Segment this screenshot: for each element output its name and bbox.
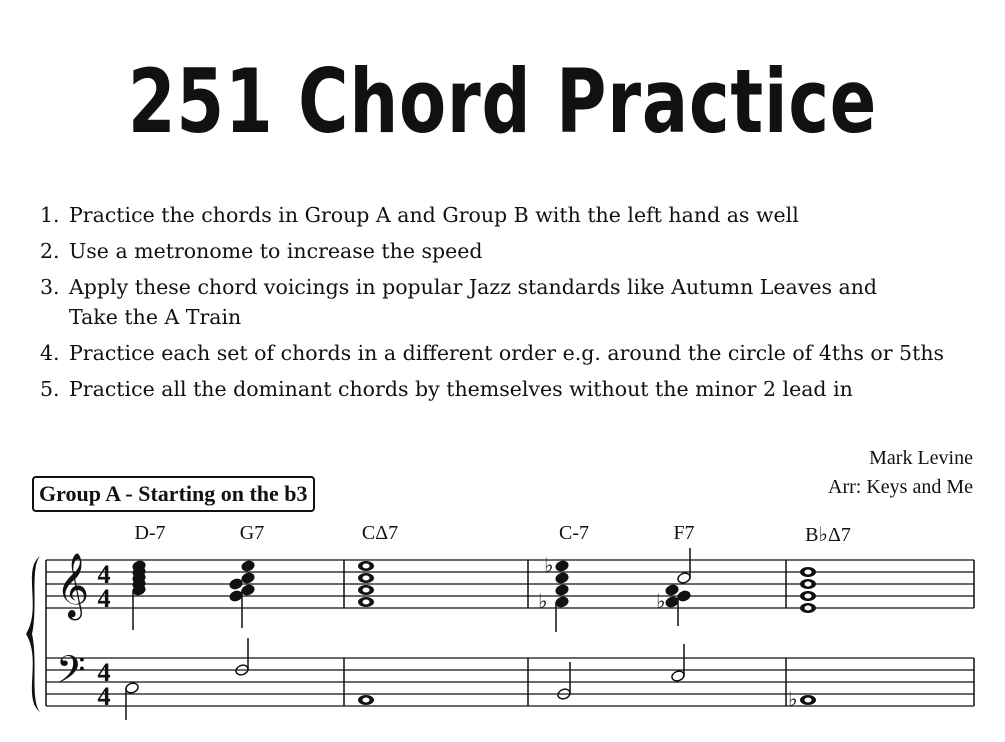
time-signature-top: 4 — [97, 560, 111, 589]
instructions-list — [40, 200, 1000, 410]
bass-d-half — [125, 682, 140, 720]
instruction-number: 5. — [40, 377, 60, 401]
instruction-text: Use a metronome to increase the speed — [69, 239, 483, 263]
chord-symbol: C-7 — [559, 522, 589, 544]
chord-bbmaj7-treble — [800, 567, 816, 613]
chord-g7-treble — [229, 560, 256, 628]
credits — [828, 444, 973, 502]
instruction-item — [40, 374, 1000, 404]
page-title: 251 Chord Practice — [127, 50, 878, 153]
chord-symbol: D-7 — [134, 522, 166, 544]
bass-c-half — [557, 662, 572, 700]
instruction-number: 2. — [40, 239, 60, 263]
instruction-text: Practice the chords in Group A and Group B with the left hand as well — [69, 203, 799, 227]
instruction-text: Practice each set of chords in a different order e.g. around the circle of 4ths or 5ths — [69, 341, 945, 365]
chord-symbol: F7 — [673, 522, 695, 544]
chord-symbol: B♭Δ7 — [805, 524, 851, 546]
instruction-item — [40, 236, 1000, 266]
time-signature-top: 4 — [97, 658, 111, 687]
instruction-number: 3. — [40, 275, 60, 299]
arranger: Arr: Keys and Me — [828, 476, 973, 498]
bass-staff — [46, 658, 974, 706]
brace-icon — [26, 556, 40, 712]
instruction-item — [40, 338, 1000, 368]
group-label: Group A - Starting on the b3 — [32, 476, 315, 512]
time-signature-bottom: 4 — [97, 682, 111, 711]
svg-text:♭: ♭ — [538, 589, 548, 613]
flat-icon — [538, 553, 553, 613]
time-signature-bottom: 4 — [97, 584, 111, 613]
treble-staff — [46, 560, 974, 608]
bass-clef-icon: 𝄢 — [56, 647, 86, 701]
bass-bb-whole — [800, 695, 816, 705]
f7-open-note — [677, 572, 692, 585]
instruction-item — [40, 200, 1000, 230]
chord-symbol: G7 — [239, 522, 265, 544]
instruction-number: 1. — [40, 203, 60, 227]
composer: Mark Levine — [869, 447, 973, 469]
flat-icon: ♭ — [788, 687, 798, 711]
instruction-number: 4. — [40, 341, 60, 365]
grand-staff — [0, 540, 1005, 742]
time-signature — [98, 560, 111, 711]
chord-d-7-treble — [132, 560, 147, 630]
chord-f7-treble — [665, 584, 692, 626]
svg-text:♭: ♭ — [544, 553, 554, 577]
chord-symbol: CΔ7 — [361, 522, 399, 544]
barlines — [344, 560, 974, 706]
instruction-text: Apply these chord voicings in popular Jazz standards like Autumn Leaves and Take the A Train — [69, 275, 878, 329]
flat-icon: ♭ — [656, 589, 666, 613]
bass-g-half — [235, 638, 250, 676]
treble-clef-icon: 𝄞 — [56, 553, 90, 618]
instruction-item — [40, 272, 909, 332]
bass-f-half — [671, 644, 686, 682]
bass-c-whole — [358, 695, 374, 705]
instruction-text: Practice all the dominant chords by themselves without the minor 2 lead in — [69, 377, 853, 401]
